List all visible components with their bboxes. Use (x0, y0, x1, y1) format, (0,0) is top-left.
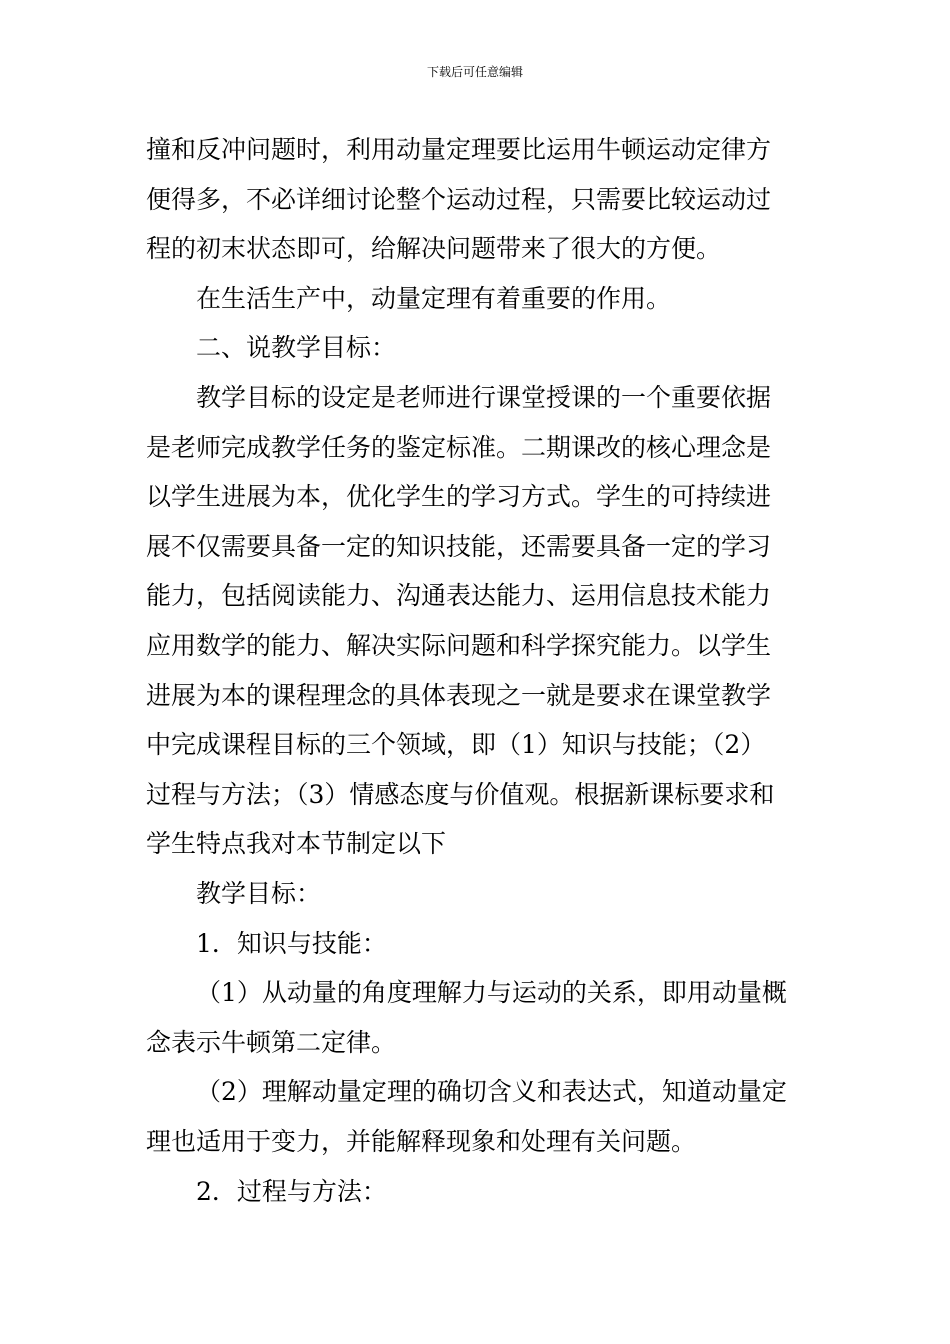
paragraph-line: 程的初末状态即可，给解决问题带来了很大的方便。 (146, 234, 722, 263)
paragraph-line: 过程与方法；（3）情感态度与价值观。根据新课标要求和 (146, 780, 775, 809)
paragraph-line: 展不仅需要具备一定的知识技能，还需要具备一定的学习 (146, 532, 772, 561)
list-item: （1）从动量的角度理解力与运动的关系，即用动量概 (196, 978, 787, 1007)
paragraph-line: 教学目标的设定是老师进行课堂授课的一个重要依据 (196, 383, 772, 412)
paragraph-line: 是老师完成教学任务的鉴定标准。二期课改的核心理念是 (146, 433, 772, 462)
paragraph-line: 在生活生产中，动量定理有着重要的作用。 (196, 284, 672, 313)
list-item: 念表示牛顿第二定律。 (146, 1028, 397, 1057)
paragraph-line: 应用数学的能力、解决实际问题和科学探究能力。以学生 (146, 631, 772, 660)
list-heading: 1．知识与技能： (196, 929, 387, 958)
page-header: 下载后可任意编辑 (426, 65, 523, 79)
section-heading: 二、说教学目标： (196, 333, 397, 362)
paragraph-line: 撞和反冲问题时，利用动量定理要比运用牛顿运动定律方 (146, 135, 772, 164)
paragraph-line: 中完成课程目标的三个领域，即（1）知识与技能；（2） (146, 730, 766, 759)
paragraph-line: 进展为本的课程理念的具体表现之一就是要求在课堂教学 (146, 681, 772, 710)
list-item: 理也适用于变力，并能解释现象和处理有关问题。 (146, 1127, 697, 1156)
paragraph-line: 以学生进展为本，优化学生的学习方式。学生的可持续进 (146, 482, 772, 511)
paragraph-line: 能力，包括阅读能力、沟通表达能力、运用信息技术能力 (146, 581, 772, 610)
list-item: （2）理解动量定理的确切含义和表达式，知道动量定 (196, 1077, 787, 1106)
paragraph-line: 教学目标： (196, 879, 322, 908)
paragraph-line: 学生特点我对本节制定以下 (146, 829, 447, 858)
list-heading: 2．过程与方法： (196, 1177, 387, 1206)
paragraph-line: 便得多，不必详细讨论整个运动过程，只需要比较运动过 (146, 185, 772, 214)
